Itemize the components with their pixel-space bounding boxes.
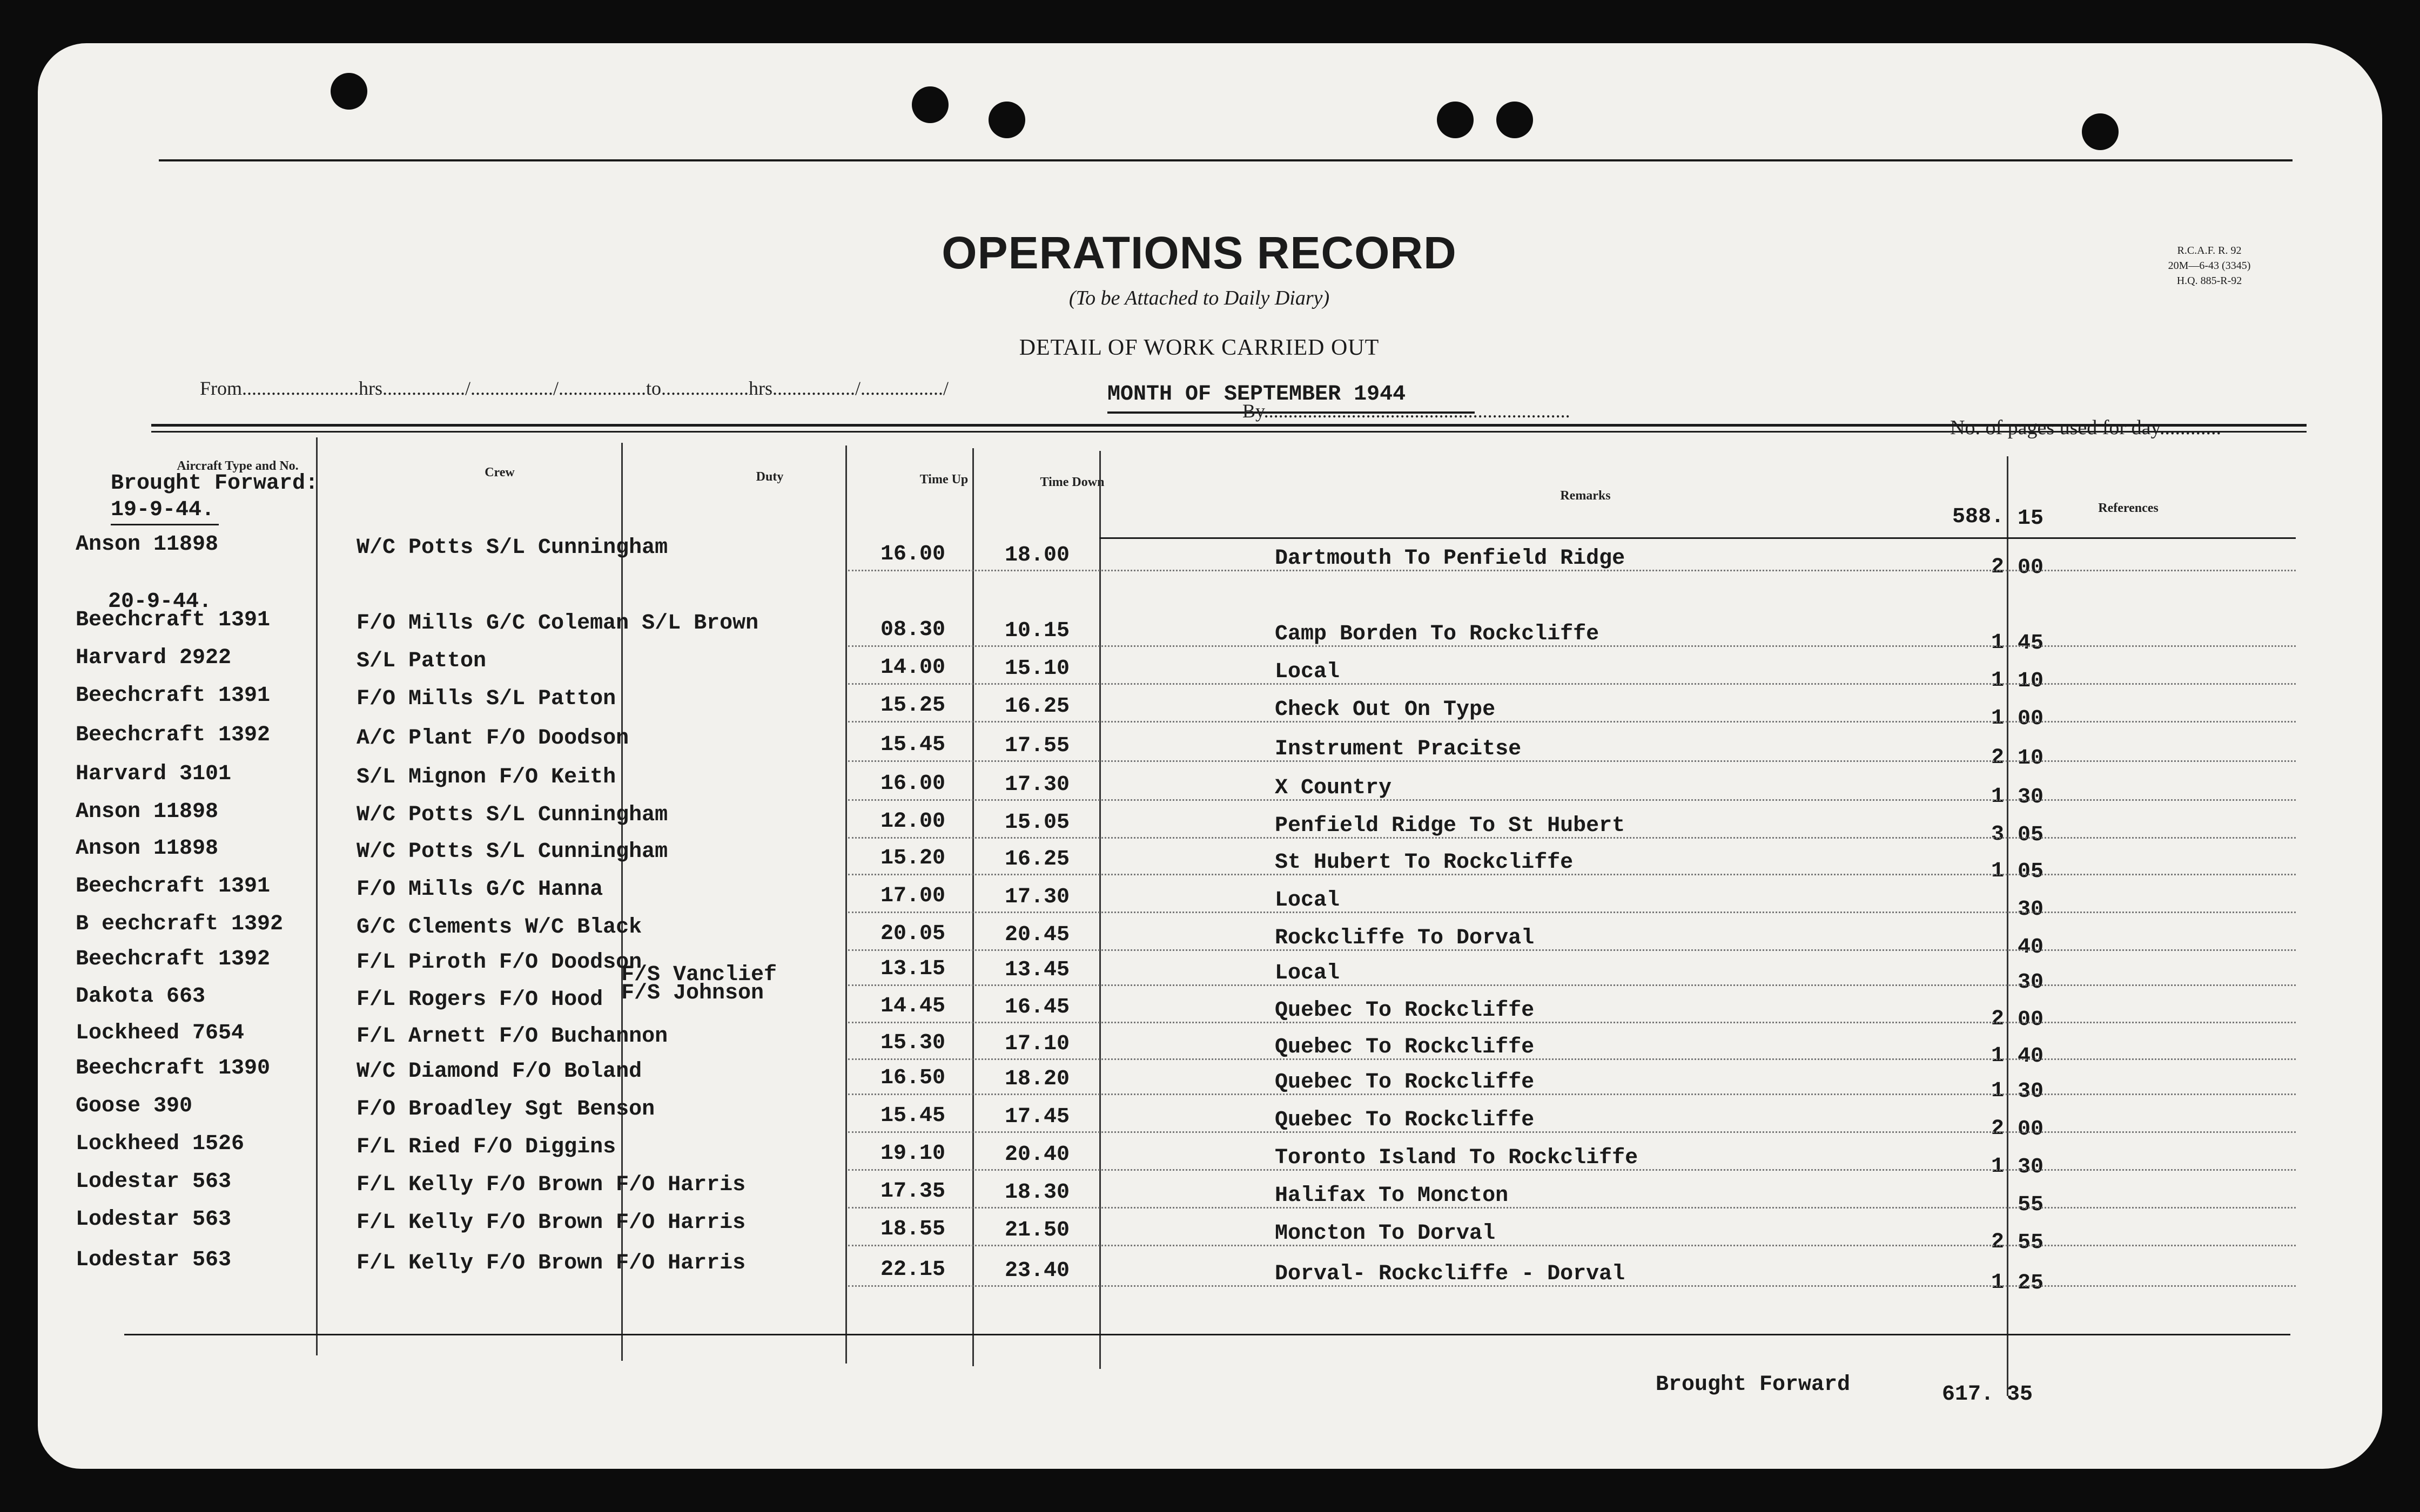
hours-cell: 1 [1991, 1078, 2004, 1103]
crew-cell: S/L Patton [357, 649, 487, 674]
crew-cell: G/C Clements W/C Black [357, 915, 642, 940]
hours-cell: 1 [1991, 1043, 2004, 1068]
minutes-cell: 00 [2018, 706, 2044, 731]
aircraft-cell: Lockheed 1526 [76, 1131, 245, 1156]
crew-cell: F/L Kelly F/O Brown F/O Harris [357, 1251, 746, 1276]
row-guide-line [848, 683, 2296, 685]
minutes-cell: 00 [2018, 1117, 2044, 1142]
crew-cell: F/O Mills S/L Patton [357, 687, 616, 712]
remarks-cell: St Hubert To Rockcliffe [1275, 850, 1574, 875]
table-bottom-rule [124, 1334, 2290, 1335]
minutes-cell: 10 [2018, 669, 2044, 693]
aircraft-cell: Lodestar 563 [76, 1207, 232, 1232]
operations-record-card [38, 43, 2382, 1469]
top-rule [159, 159, 2293, 161]
remarks-cell: Camp Borden To Rockcliffe [1275, 622, 1599, 647]
time-up-cell: 15.30 [880, 1030, 946, 1055]
aircraft-cell: Dakota 663 [76, 984, 206, 1009]
crew-cell: F/L Arnett F/O Buchannon [357, 1024, 668, 1049]
column-divider [972, 448, 974, 1366]
row-guide-line [848, 949, 2296, 951]
row-guide-line [848, 799, 2296, 801]
column-divider [845, 446, 847, 1364]
time-down-cell: 18.20 [1005, 1067, 1070, 1092]
hours-cell: 1 [1991, 630, 2004, 655]
hours-cell: 1 [1991, 1154, 2004, 1179]
header-rule [1099, 537, 2296, 539]
crew-cell: W/C Potts S/L Cunningham [357, 840, 668, 865]
brought-forward-bottom-label: Brought Forward [1656, 1373, 1851, 1397]
duty-cell: F/S Johnson [621, 981, 764, 1005]
form-subtitle: (To be Attached to Daily Diary) [1068, 287, 1330, 309]
minutes-cell: 05 [2018, 859, 2044, 884]
crew-cell: W/C Diamond F/O Boland [357, 1059, 642, 1084]
time-down-cell: 17.30 [1005, 885, 1070, 910]
crew-cell: F/L Kelly F/O Brown F/O Harris [357, 1211, 746, 1236]
time-down-cell: 18.00 [1005, 543, 1070, 568]
hours-cell: 2 [1991, 1230, 2004, 1254]
time-up-cell: 12.00 [880, 809, 946, 834]
punch-hole [1496, 102, 1533, 138]
crew-cell: F/L Piroth F/O Doodson [357, 950, 642, 975]
minutes-cell: 30 [2018, 897, 2044, 922]
aircraft-cell: B eechcraft 1392 [76, 912, 284, 936]
punch-hole [1437, 102, 1474, 138]
table-top-rule [151, 424, 2307, 427]
hours-cell: 2 [1991, 1007, 2004, 1031]
aircraft-cell: Goose 390 [76, 1094, 193, 1118]
brought-forward-total: 617. 35 [1942, 1382, 2033, 1407]
time-down-cell: 20.45 [1005, 923, 1070, 948]
time-down-cell: 17.30 [1005, 773, 1070, 798]
time-up-cell: 16.00 [880, 771, 946, 796]
aircraft-cell: Beechcraft 1392 [76, 723, 271, 747]
brought-forward-top-label: Brought Forward: [111, 471, 319, 496]
row-guide-line [848, 760, 2296, 762]
crew-cell: F/O Mills G/C Hanna [357, 878, 603, 902]
time-up-cell: 17.00 [880, 883, 946, 908]
hours-cell: 3 [1991, 822, 2004, 847]
minutes-cell: 30 [2018, 1079, 2044, 1104]
time-down-cell: 10.15 [1005, 619, 1070, 644]
punch-hole [912, 86, 949, 123]
minutes-cell: 30 [2018, 785, 2044, 809]
time-down-cell: 13.45 [1005, 958, 1070, 983]
time-down-cell: 17.10 [1005, 1032, 1070, 1057]
row-guide-line [848, 570, 2296, 571]
aircraft-cell: Beechcraft 1390 [76, 1056, 271, 1081]
time-up-cell: 18.55 [880, 1217, 946, 1241]
hours-cell: 1 [1991, 1270, 2004, 1295]
time-up-cell: 17.35 [880, 1179, 946, 1204]
hours-cell: 2 [1991, 745, 2004, 770]
aircraft-cell: Lockheed 7654 [76, 1021, 245, 1045]
time-up-cell: 14.00 [880, 655, 946, 680]
hours-cell: 2 [1991, 1116, 2004, 1141]
crew-cell: F/L Ried F/O Diggins [357, 1135, 616, 1160]
row-guide-line [848, 984, 2296, 986]
time-up-cell: 15.25 [880, 693, 946, 718]
punch-hole [331, 73, 367, 110]
reference-line: R.C.A.F. R. 92 [2177, 245, 2242, 256]
time-up-cell: 22.15 [880, 1257, 946, 1282]
aircraft-cell: Harvard 3101 [76, 761, 232, 786]
minutes-cell: 30 [2018, 970, 2044, 995]
aircraft-cell: Anson 11898 [76, 836, 219, 861]
time-down-cell: 18.30 [1005, 1180, 1070, 1205]
header-time-up: Time Up [919, 473, 969, 487]
remarks-cell: Local [1275, 888, 1340, 913]
time-up-cell: 15.20 [880, 846, 946, 870]
punch-hole [2082, 113, 2119, 150]
header-remarks: Remarks [1560, 489, 1611, 503]
minutes-cell: 30 [2018, 1155, 2044, 1179]
row-guide-line [848, 645, 2296, 647]
remarks-cell: Penfield Ridge To St Hubert [1275, 814, 1625, 839]
time-down-cell: 21.50 [1005, 1218, 1070, 1243]
row-guide-line [848, 1058, 2296, 1060]
date-underline [111, 524, 219, 525]
aircraft-cell: Anson 11898 [76, 799, 219, 824]
crew-cell: F/O Broadley Sgt Benson [357, 1097, 655, 1122]
aircraft-cell: Beechcraft 1391 [76, 608, 271, 632]
aircraft-cell: Lodestar 563 [76, 1169, 232, 1194]
month-stamp: MONTH OF SEPTEMBER 1944 [1107, 382, 1406, 407]
aircraft-cell: Beechcraft 1392 [76, 947, 271, 971]
minutes-cell: 45 [2018, 631, 2044, 656]
remarks-cell: Rockcliffe To Dorval [1275, 926, 1535, 951]
remarks-cell: Quebec To Rockcliffe [1275, 1035, 1535, 1060]
row-guide-line [848, 1245, 2296, 1246]
reference-line: 20M—6-43 (3345) [2168, 260, 2251, 272]
remarks-cell: Dorval- Rockcliffe - Dorval [1275, 1262, 1625, 1287]
remarks-cell: Quebec To Rockcliffe [1275, 1070, 1535, 1095]
header-duty: Duty [756, 470, 784, 484]
date-label: 20-9-44. [108, 590, 212, 614]
crew-cell: A/C Plant F/O Doodson [357, 726, 629, 751]
crew-cell: W/C Potts S/L Cunningham [357, 803, 668, 828]
aircraft-cell: Beechcraft 1391 [76, 874, 271, 899]
date-label: 19-9-44. [111, 498, 215, 522]
minutes-cell: 00 [2018, 555, 2044, 580]
time-up-cell: 20.05 [880, 921, 946, 946]
time-up-cell: 16.00 [880, 542, 946, 566]
minutes-cell: 40 [2018, 935, 2044, 960]
hours-cell: 2 [1991, 555, 2004, 579]
time-down-cell: 17.55 [1005, 734, 1070, 759]
aircraft-cell: Harvard 2922 [76, 645, 232, 670]
remarks-cell: Quebec To Rockcliffe [1275, 1108, 1535, 1133]
row-guide-line [848, 1022, 2296, 1023]
time-up-cell: 13.15 [880, 956, 946, 981]
crew-cell: F/O Mills G/C Coleman S/L Brown [357, 611, 759, 636]
crew-cell: S/L Mignon F/O Keith [357, 765, 616, 790]
time-down-cell: 15.10 [1005, 657, 1070, 681]
time-up-cell: 08.30 [880, 617, 946, 642]
remarks-cell: Local [1275, 961, 1340, 986]
row-guide-line [848, 1094, 2296, 1095]
hours-cell: 1 [1991, 706, 2004, 731]
aircraft-cell: Lodestar 563 [76, 1247, 232, 1272]
hours-cell: 1 [1991, 859, 2004, 883]
time-down-cell: 20.40 [1005, 1143, 1070, 1167]
hours-cell: 1 [1991, 784, 2004, 809]
duty-cell: F/S Vanclief [621, 963, 777, 987]
row-guide-line [848, 837, 2296, 839]
header-aircraft: Aircraft Type and No. [177, 459, 299, 473]
aircraft-cell: Anson 11898 [76, 532, 219, 557]
row-guide-line [848, 1131, 2296, 1133]
time-down-cell: 23.40 [1005, 1259, 1070, 1284]
detail-heading: DETAIL OF WORK CARRIED OUT [1019, 335, 1380, 360]
by-line: By............................................................... [1242, 400, 1570, 422]
minutes-cell: 55 [2018, 1192, 2044, 1217]
aircraft-cell: Beechcraft 1391 [76, 683, 271, 708]
crew-cell: F/L Kelly F/O Brown F/O Harris [357, 1173, 746, 1198]
time-down-cell: 16.25 [1005, 694, 1070, 719]
time-up-cell: 19.10 [880, 1141, 946, 1166]
remarks-cell: Local [1275, 660, 1340, 685]
minutes-cell: 10 [2018, 746, 2044, 771]
minutes-cell: 55 [2018, 1230, 2044, 1255]
time-up-cell: 14.45 [880, 994, 946, 1018]
brought-forward-top-minutes: 15 [2018, 507, 2044, 531]
time-up-cell: 16.50 [880, 1065, 946, 1090]
time-down-cell: 16.45 [1005, 995, 1070, 1020]
remarks-cell: Check Out On Type [1275, 698, 1496, 723]
minutes-cell: 00 [2018, 1007, 2044, 1032]
header-crew: Crew [485, 465, 515, 480]
remarks-cell: Moncton To Dorval [1275, 1221, 1496, 1246]
brought-forward-top-hours: 588. [1952, 505, 2004, 529]
table-top-rule [151, 431, 2307, 433]
reference-line: H.Q. 885-R-92 [2176, 275, 2242, 287]
time-up-cell: 15.45 [880, 1103, 946, 1128]
remarks-cell: Instrument Pracitse [1275, 737, 1522, 762]
row-guide-line [848, 1169, 2296, 1171]
punch-hole [989, 102, 1025, 138]
header-references: References [2098, 501, 2159, 515]
minutes-cell: 40 [2018, 1044, 2044, 1069]
time-up-cell: 15.45 [880, 732, 946, 757]
pages-used-label: No. of pages used for day............ [1950, 416, 2221, 439]
remarks-cell: Dartmouth To Penfield Ridge [1275, 546, 1625, 571]
minutes-cell: 25 [2018, 1271, 2044, 1295]
header-time-down: Time Down [1040, 475, 1105, 489]
row-guide-line [848, 1285, 2296, 1287]
remarks-cell: X Country [1275, 776, 1392, 801]
column-divider [2007, 456, 2008, 1396]
remarks-cell: Quebec To Rockcliffe [1275, 998, 1535, 1023]
row-guide-line [848, 1207, 2296, 1209]
form-title: OPERATIONS RECORD [942, 227, 1457, 278]
row-guide-line [848, 874, 2296, 875]
crew-cell: F/L Rogers F/O Hood [357, 988, 603, 1013]
remarks-cell: Toronto Island To Rockcliffe [1275, 1146, 1638, 1171]
minutes-cell: 05 [2018, 822, 2044, 847]
time-down-cell: 17.45 [1005, 1105, 1070, 1130]
column-divider [1099, 451, 1101, 1369]
form-reference-code [2155, 243, 2263, 288]
row-guide-line [848, 912, 2296, 913]
crew-cell: W/C Potts S/L Cunningham [357, 536, 668, 561]
from-time-line: From........................hrs................./................./..................to..................hrs................./................./ [200, 377, 949, 399]
row-guide-line [848, 721, 2296, 723]
time-down-cell: 15.05 [1005, 811, 1070, 835]
remarks-cell: Halifax To Moncton [1275, 1184, 1509, 1209]
hours-cell: 1 [1991, 668, 2004, 693]
time-down-cell: 16.25 [1005, 847, 1070, 872]
